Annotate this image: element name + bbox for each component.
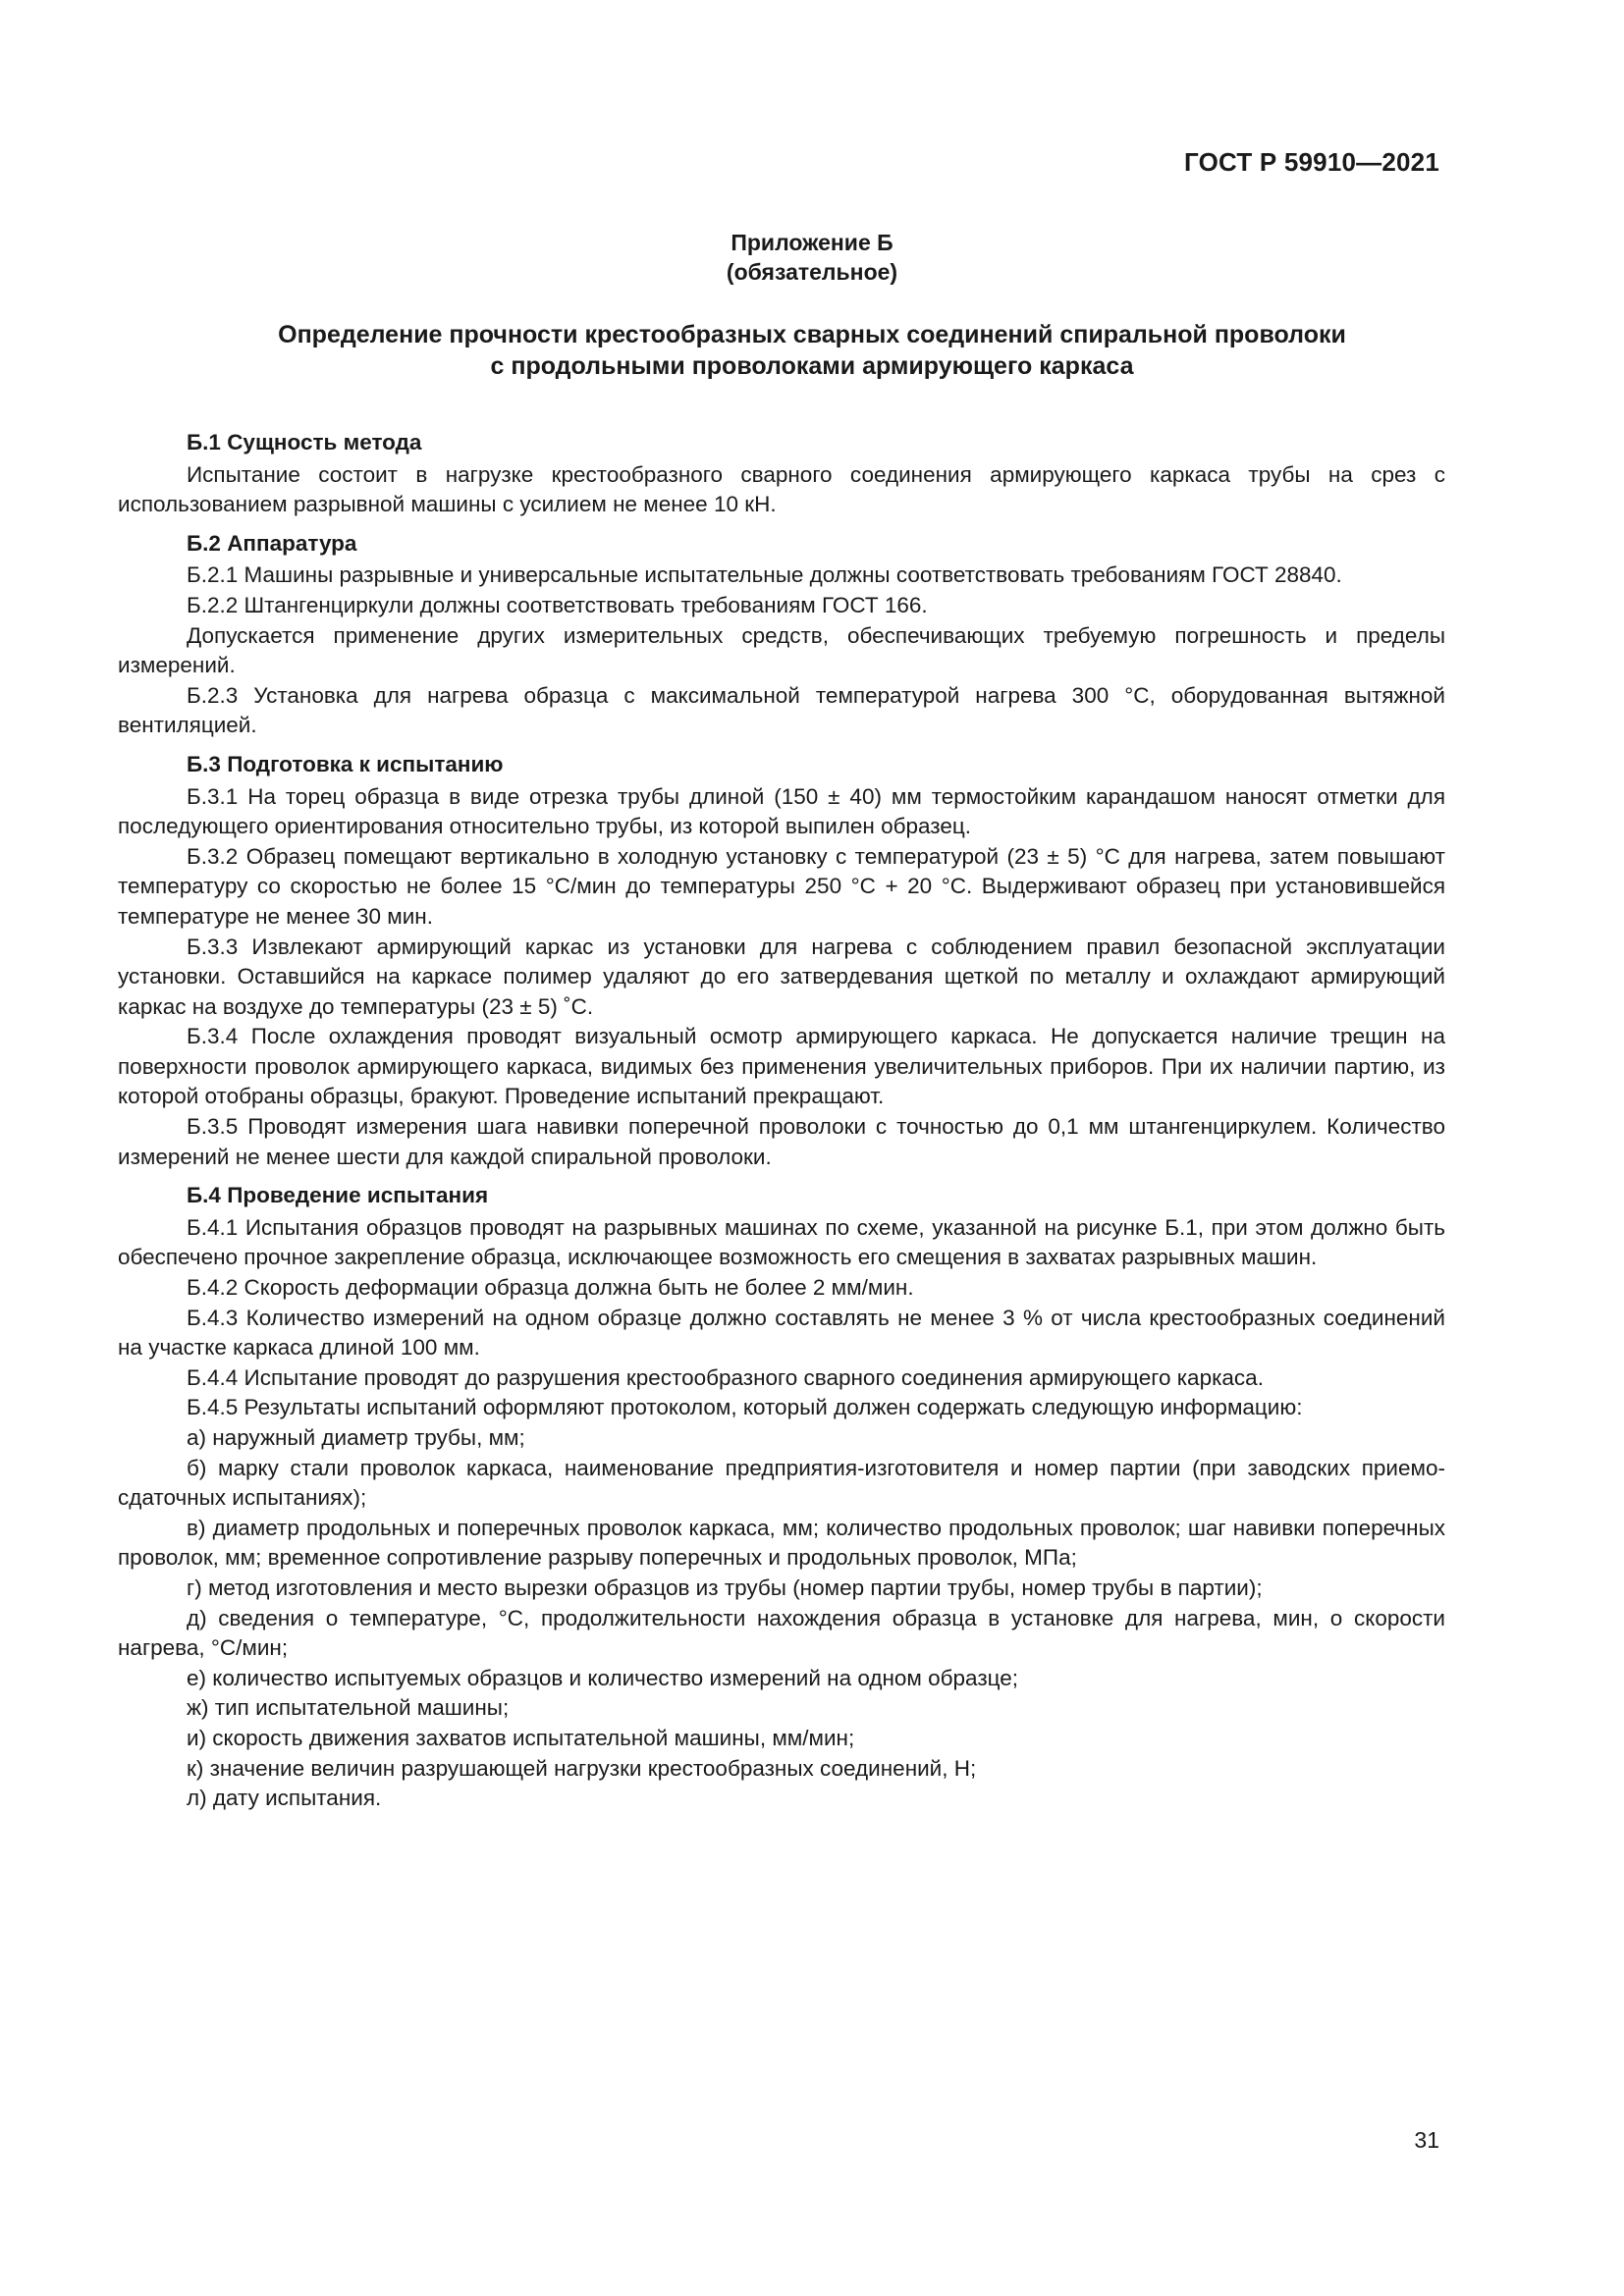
list-item: б) марку стали проволок каркаса, наименование предприятия-изготовителя и номер партии (при заводских приемо-сдаточных испытаниях);: [118, 1455, 1445, 1511]
document-body: [118, 428, 1445, 1814]
document-title-line-1: Определение прочности крестообразных сварных соединений спиральной проволоки: [278, 321, 1346, 348]
paragraph-b4-2: Б.4.2 Скорость деформации образца должна быть не более 2 мм/мин.: [187, 1275, 914, 1301]
section-heading-b4: Б.4 Проведение испытания: [187, 1183, 489, 1208]
list-item: г) метод изготовления и место вырезки образцов из трубы (номер партии трубы, номер трубы в партии);: [187, 1575, 1263, 1600]
list-item: л) дату испытания.: [187, 1786, 382, 1811]
list-item: а) наружный диаметр трубы, мм;: [187, 1425, 525, 1450]
section-heading-b1: Б.1 Сущность метода: [187, 430, 422, 454]
paragraph-b1-1: Испытание состоит в нагрузке крестообразного сварного соединения армирующего каркаса трубы на срез с использованием разрывной машины с усилием не менее 10 кН.: [118, 461, 1445, 517]
list-item: в) диаметр продольных и поперечных проволок каркаса, мм; количество продольных проволок; шаг навивки поперечных проволок, мм; временное сопротивление разрыву поперечных и продольных проволок, МПа;: [118, 1515, 1445, 1571]
list-item: ж) тип испытательной машины;: [187, 1695, 510, 1721]
paragraph-b2-4: Б.2.3 Установка для нагрева образца с максимальной температурой нагрева 300 °С, оборудованная вытяжной вентиляцией.: [118, 682, 1445, 738]
annex-heading: [0, 228, 1624, 287]
section-heading-b3: Б.3 Подготовка к испытанию: [187, 751, 504, 776]
paragraph-b4-5: Б.4.5 Результаты испытаний оформляют протоколом, который должен содержать следующую информацию:: [187, 1395, 1303, 1420]
page-number: 31: [1414, 2127, 1439, 2153]
paragraph-b2-2: Б.2.2 Штангенциркули должны соответствовать требованиям ГОСТ 166.: [187, 592, 928, 617]
paragraph-b2-3: Допускается применение других измерительных средств, обеспечивающих требуемую погрешность и пределы измерений.: [118, 622, 1445, 678]
document-title-line-2: с продольными проволоками армирующего каркаса: [490, 352, 1134, 380]
paragraph-b3-5: Б.3.5 Проводят измерения шага навивки поперечной проволоки с точностью до 0,1 мм штангенциркулем. Количество измерений не менее шести для каждой спиральной проволоки.: [118, 1114, 1445, 1169]
paragraph-b3-4: Б.3.4 После охлаждения проводят визуальный осмотр армирующего каркаса. Не допускается наличие трещин на поверхности проволок армирующего каркаса, видимых без применения увеличительных приборов. При их наличии партию, из которой отобраны образцы, бракуют. Проведение испытаний прекращают.: [118, 1024, 1445, 1109]
paragraph-b4-4: Б.4.4 Испытание проводят до разрушения крестообразного сварного соединения армирующего каркаса.: [187, 1364, 1264, 1390]
paragraph-b3-1: Б.3.1 На торец образца в виде отрезка трубы длиной (150 ± 40) мм термостойким карандашом наносят отметки для последующего ориентирования относительно трубы, из которой выпилен образец.: [118, 783, 1445, 839]
paragraph-b4-3: Б.4.3 Количество измерений на одном образце должно составлять не менее 3 % от числа крестообразных соединений на участке каркаса длиной 100 мм.: [118, 1305, 1445, 1361]
section-heading-b2: Б.2 Аппаратура: [187, 530, 357, 556]
paragraph-b3-3: Б.3.3 Извлекают армирующий каркас из установки для нагрева с соблюдением правил безопасной эксплуатации установки. Оставшийся на каркасе полимер удаляют до его затвердевания щеткой по металлу и охлаждают армирующий каркас на воздухе до температуры (23 ± 5) ˚С.: [118, 934, 1445, 1019]
list-item: и) скорость движения захватов испытательной машины, мм/мин;: [187, 1725, 855, 1750]
list-item: к) значение величин разрушающей нагрузки крестообразных соединений, Н;: [187, 1755, 977, 1781]
paragraph-b2-1: Б.2.1 Машины разрывные и универсальные испытательные должны соответствовать требованиям ГОСТ 28840.: [187, 562, 1342, 588]
paragraph-b4-1: Б.4.1 Испытания образцов проводят на разрывных машинах по схеме, указанной на рисунке Б.1, при этом должно быть обеспечено прочное закрепление образца, исключающее возможность его смещения в захватах разрывных машин.: [118, 1214, 1445, 1270]
annex-status: (обязательное): [726, 259, 898, 285]
standard-code: ГОСТ Р 59910—2021: [1184, 147, 1439, 177]
paragraph-b3-2: Б.3.2 Образец помещают вертикально в холодную установку с температурой (23 ± 5) °С для нагрева, затем повышают температуру со скоростью не более 15 °С/мин до температуры 250 °С + 20 °С. Выдерживают образец при установившейся температуре не менее 30 мин.: [118, 843, 1445, 929]
annex-title: Приложение Б: [731, 230, 893, 255]
list-item: д) сведения о температуре, °С, продолжительности нахождения образца в установке для нагрева, мин, о скорости нагрева, °С/мин;: [118, 1605, 1445, 1661]
list-item: е) количество испытуемых образцов и количество измерений на одном образце;: [187, 1665, 1019, 1690]
document-title: [0, 319, 1624, 382]
